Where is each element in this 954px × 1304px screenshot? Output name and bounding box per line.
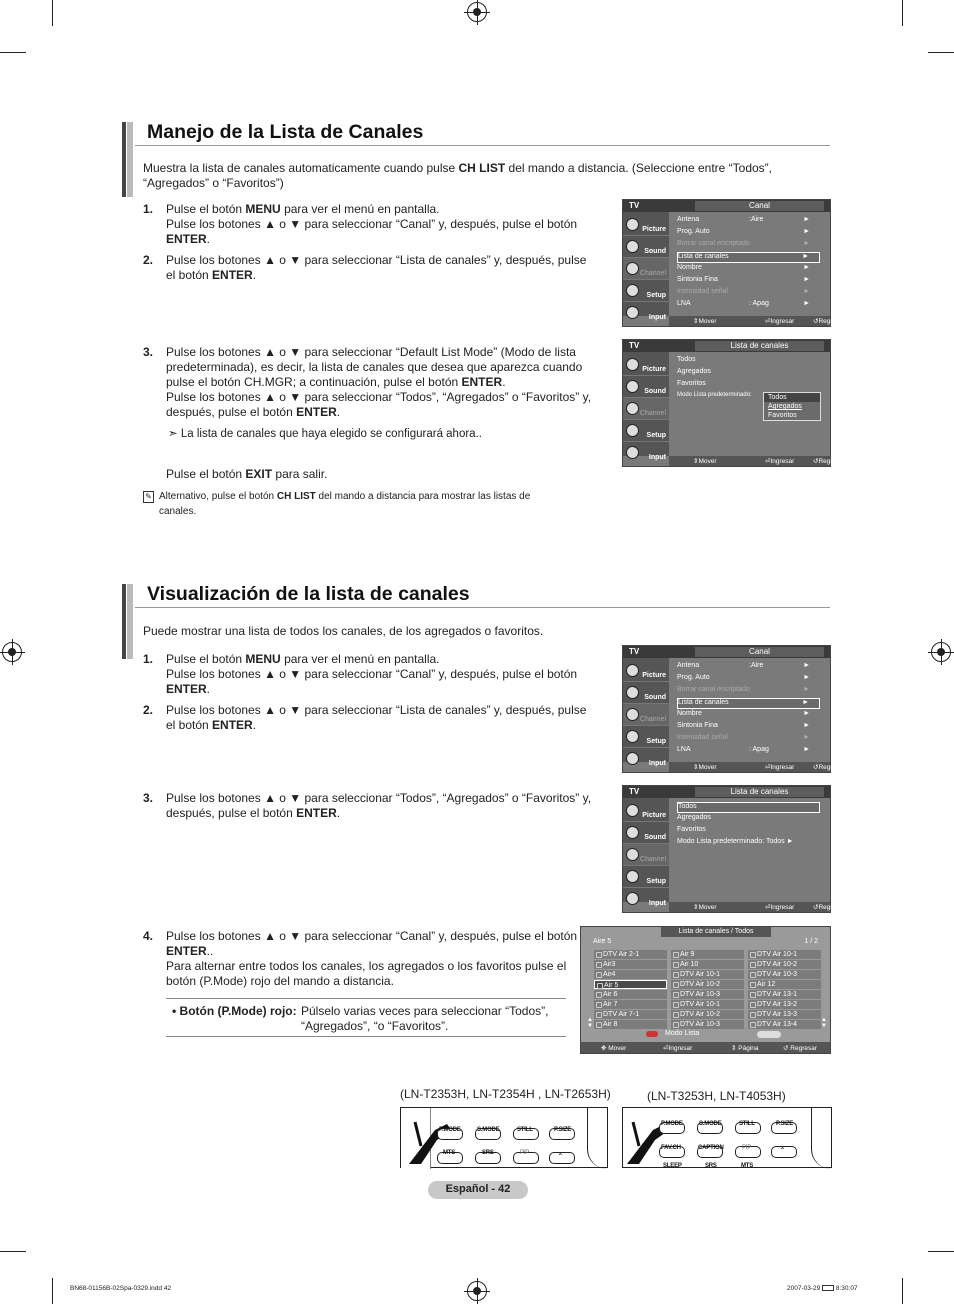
psize-button[interactable]: P.SIZE [554,1127,572,1133]
menu-row[interactable]: Prog. Auto ► [677,228,810,235]
channel-list-screen [580,926,831,1054]
remote-label: (LN-T2353H, LN-T2354H , LN-T2653H) [400,1087,611,1101]
step-number: 3. [143,345,154,359]
side-sound[interactable]: Sound [623,822,669,844]
popup-option[interactable]: Favoritos [768,412,797,419]
scroll-up-icon[interactable]: ▲ ▼ [587,1017,593,1029]
mode-label: Modo Lista [665,1030,700,1037]
footer-date: 2007-03-29 8:30:07 [787,1285,858,1292]
sound-icon [626,240,639,253]
side-setup[interactable]: Setup [623,420,669,442]
menu-row[interactable]: Favoritos [677,380,706,387]
up-arrow-icon: ⌃ [557,1152,564,1161]
channel-cell[interactable]: DTV Air 13-1 [748,990,821,999]
menu-row[interactable]: Modo Lista predeterminado: Todos ► [677,838,794,845]
crop-mark [928,1251,954,1252]
side-channel[interactable]: Channel [623,844,669,866]
menu-footer: ⇕ Mover ⏎ Ingresar ↺ Regresar [669,456,830,466]
channel-cell[interactable]: Air 10 [671,960,744,969]
sleep-button[interactable]: SLEEP [663,1163,682,1169]
mts-button[interactable]: MTS [741,1163,754,1169]
input-icon [626,306,639,319]
channel-cell[interactable]: DTV Air 10-1 [671,970,744,979]
menu-row: Intensidad señal ► [677,734,810,741]
channel-cell[interactable]: DTV Air 10-3 [748,970,821,979]
step-number: 1. [143,652,154,666]
side-picture[interactable]: Picture [623,800,669,822]
bullet-label: • Botón (P.Mode) rojo: [172,1004,297,1018]
crop-mark [52,0,53,26]
step-text: Pulse los botones ▲ o ▼ para seleccionar “Canal” y, después, pulse el botón ENTER.. Para alternar entre todos los canales, los agregados o los favoritos pulse el botón (P.Mode) rojo del mando a distancia. [166,929,578,988]
side-input[interactable]: Input [623,302,669,324]
section-rule [135,607,830,608]
menu-row[interactable]: Prog. Auto ► [677,674,810,681]
channel-cell[interactable]: Air 6 [594,990,667,999]
menu-row-selected[interactable]: Lista de canales ► [677,698,820,709]
menu-row[interactable]: LNA : Apag ► [677,300,810,307]
channel-cell[interactable]: DTV Air 10-1 [748,950,821,959]
menu-row[interactable]: Favoritos [677,826,706,833]
step-number: 2. [143,703,154,717]
menu-row[interactable]: Todos [677,356,696,363]
side-setup[interactable]: Setup [623,280,669,302]
side-input[interactable]: Input [623,748,669,770]
step-text: Pulse los botones ▲ o ▼ para seleccionar “Lista de canales” y, después, pulse el botón ENTER. [166,703,587,732]
side-setup[interactable]: Setup [623,866,669,888]
channel-cell[interactable]: DTV Air 10-2 [671,980,744,989]
input-icon [626,752,639,765]
picture-icon [626,804,639,817]
menu-row-selected[interactable]: Todos [677,802,820,813]
crop-mark [928,52,954,53]
pmode-button[interactable]: P.MODE [439,1127,461,1133]
channel-cell[interactable]: DTV Air 13-2 [748,1000,821,1009]
channel-cell[interactable]: DTV Air 7-1 [594,1010,667,1019]
red-button-icon [646,1031,658,1037]
glyph-box-icon [822,1285,834,1291]
step-text: Pulse el botón MENU para ver el menú en pantalla. Pulse los botones ▲ o ▼ para seleccionar “Canal” y, después, pulse el botón ENTER. [166,652,578,696]
sound-icon [626,686,639,699]
tv-menu-lista: TV Lista de canales Picture Sound Channel Setup Input Todos Agregados Favoritos Modo Lista predeterminado: Todos ► ⇕ Mover ⏎ Ingresar ↺ Regresar [622,785,831,913]
menu-footer: ⇕ Mover ⏎ Ingresar ↺ Regresar [669,762,830,772]
step-text: Pulse los botones ▲ o ▼ para seleccionar “Todos”, “Agregados” o “Favoritos” y, después, pulse el botón ENTER. [166,791,592,820]
channel-icon [626,708,639,721]
setup-icon [626,424,639,437]
intro-text: Muestra la lista de canales automaticamente cuando pulse CH LIST del mando a distancia. (Seleccione entre “Todos”, “Agregados” o “Favoritos”) [143,161,772,190]
menu-row-selected[interactable]: Lista de canales ► [677,252,820,263]
side-channel[interactable]: Channel [623,704,669,726]
crop-mark [0,1251,26,1252]
section-bar [127,122,133,197]
channel-icon [626,262,639,275]
channel-cell[interactable]: DTV Air 10-3 [671,990,744,999]
step-number: 4. [143,929,154,943]
side-input[interactable]: Input [623,888,669,910]
input-icon [626,446,639,459]
page-number-badge: Español - 42 [428,1181,528,1199]
crop-mark [0,52,26,53]
menu-title: Canal [695,201,824,211]
menu-title: Lista de canales [695,787,824,797]
footer-file: BN68-01156B-02Spa-0329.indd 42 [70,1285,172,1292]
step-number: 2. [143,253,154,267]
menu-footer: ⇕ Mover ⏎ Ingresar ↺ Regresar [669,902,830,912]
setup-icon [626,730,639,743]
menu-row[interactable]: Antena :Aire ► [677,662,810,669]
registration-mark-icon [467,2,487,22]
channel-cell[interactable]: Air 12 [748,980,821,989]
popup-option[interactable]: Agregados [768,403,802,410]
caption-button[interactable]: CAPTION [698,1145,724,1151]
side-input[interactable]: Input [623,442,669,464]
picture-icon [626,664,639,677]
section-title: Visualización de la lista de canales [147,583,470,605]
side-sound[interactable]: Sound [623,236,669,258]
menu-title: Lista de canales [695,341,824,351]
bullet-text: Púlselo varias veces para seleccionar “Todos”, “Agregados”, “o “Favoritos”. [301,1004,549,1033]
step-number: 3. [143,791,154,805]
channel-cell[interactable]: Air 5 [594,980,667,989]
section-bar [127,584,133,659]
section-rule [135,145,830,146]
popup-option[interactable]: Todos [764,393,820,402]
step-number: 1. [143,202,154,216]
menu-row: Borrar canal encriptado ► [677,686,810,693]
channel-cell[interactable]: Air3 [594,960,667,969]
list-mode-popup[interactable] [763,392,821,421]
menu-row[interactable]: Sintonia Fina ► [677,722,810,729]
remote-image-2 [622,1107,832,1168]
note-text: ➣ La lista de canales que haya elegido se configurará ahora.. [168,428,482,440]
registration-mark-icon [2,642,22,662]
crop-mark [52,1278,53,1304]
favch-button[interactable]: FAV.CH [661,1145,681,1151]
side-channel[interactable]: Channel [623,398,669,420]
note-icon: ✎ [143,491,154,503]
up-arrow-icon: ⌃ [779,1146,786,1155]
channel-cell[interactable]: DTV Air 10-2 [671,1010,744,1019]
channel-cell[interactable]: DTV Air 10-3 [671,1020,744,1029]
alt-note-text: Alternativo, pulse el botón CH LIST del mando a distancia para mostrar las listas de canales. [159,491,531,517]
pip-button[interactable]: PIP [742,1145,752,1151]
crop-mark [902,0,903,26]
scroll-down-icon[interactable]: ▲ ▼ [821,1017,827,1029]
pmode-button[interactable]: P.MODE [661,1121,683,1127]
picture-icon [626,218,639,231]
still-button[interactable]: STILL [517,1127,533,1133]
smode-button[interactable]: S.MODE [477,1127,500,1133]
tv-menu-canal [622,199,846,327]
side-sound[interactable]: Sound [623,682,669,704]
menu-row[interactable]: Agregados [677,814,711,821]
menu-row[interactable]: LNA : Apag ► [677,746,810,753]
note-arrow-icon: ➣ [168,428,178,440]
side-picture[interactable]: Picture [623,660,669,682]
menu-row: Borrar canal encriptado ► [677,240,810,247]
side-picture[interactable]: Picture [623,214,669,236]
menu-footer: ⇕ Mover ⏎ Ingresar ↺ Regresar [669,316,830,326]
channel-list-footer: ✥ Mover ⏎Ingresar ⇕ Página ↺ Regresar [581,1042,830,1053]
menu-title: Canal [695,647,824,657]
mts-button[interactable]: MTS [443,1150,456,1156]
channel-cell[interactable]: Air 9 [671,950,744,959]
channel-cell[interactable]: DTV Air 10-2 [748,960,821,969]
setup-icon [626,284,639,297]
channel-cell[interactable]: DTV Air 2-1 [594,950,667,959]
side-picture[interactable]: Picture [623,354,669,376]
input-icon [626,892,639,905]
menu-row[interactable]: Modo Lista predeterminado: [677,392,752,398]
channel-icon [626,402,639,415]
remote-label: (LN-T3253H, LN-T4053H) [647,1089,786,1103]
menu-row[interactable]: Antena :Aire ► [677,216,810,223]
setup-icon [626,870,639,883]
menu-row: Intensidad señal ► [677,288,810,295]
still-button[interactable]: STILL [739,1121,755,1127]
section-title: Manejo de la Lista de Canales [147,121,424,143]
remote-image-1 [400,1107,608,1168]
menu-row[interactable]: Nombre ► [677,710,810,717]
step-text: Pulse los botones ▲ o ▼ para seleccionar “Lista de canales” y, después, pulse el botón ENTER. [166,253,587,282]
picture-icon [626,358,639,371]
step-text: Pulse el botón MENU para ver el menú en pantalla. Pulse los botones ▲ o ▼ para seleccionar “Canal” y, después, pulse el botón ENTER. [166,202,578,246]
bullet-rule [166,998,566,999]
side-sound[interactable]: Sound [623,376,669,398]
side-setup[interactable]: Setup [623,726,669,748]
pip-button[interactable]: PIP [520,1150,530,1156]
tv-menu-lista-popup: TV Lista de canales Picture Sound Channel Setup Input Todos Agregados Favoritos Modo Lista predeterminado: Todos Agregados Favoritos ⇕ Mover ⏎ Ingresar ↺ Regresar [622,339,831,467]
intro-text: Puede mostrar una lista de todos los canales, de los agregados o favoritos. [143,624,544,638]
current-channel: Aire 5 [593,938,612,945]
channel-cell[interactable]: Air 7 [594,1000,667,1009]
srs-button[interactable]: SRS [482,1150,494,1156]
menu-row[interactable]: Sintonia Fina ► [677,276,810,283]
psize-button[interactable]: P.SIZE [776,1121,794,1127]
bullet-rule [166,1036,566,1037]
tv-menu-canal-2: TV Canal Picture Sound Channel Setup Input Antena :Aire ► Prog. Auto ► Borrar canal encriptado ► Lista de canales ► Nombre ► Sintonia Fina ► Intensidad señal ► LNA : Apag ► ⇕ Mover ⏎ Ingresar ↺ Regresar [622,645,831,773]
registration-mark-icon [931,642,951,662]
channel-cell[interactable]: DTV Air 13-3 [748,1010,821,1019]
channel-cell[interactable]: DTV Air 10-1 [671,1000,744,1009]
srs-button[interactable]: SRS [705,1163,717,1169]
menu-row[interactable]: Nombre ► [677,264,810,271]
section-bar [122,584,126,659]
channel-cell[interactable]: Air4 [594,970,667,979]
sound-icon [626,380,639,393]
smode-button[interactable]: S.MODE [699,1121,722,1127]
side-channel[interactable]: Channel [623,258,669,280]
channel-cell[interactable]: Air 8 [594,1020,667,1029]
channel-icon [626,848,639,861]
menu-row[interactable]: Agregados [677,368,711,375]
registration-mark-icon [467,1281,487,1301]
page-indicator: 1 / 2 [804,938,818,945]
sound-icon [626,826,639,839]
mode-toggle[interactable] [757,1031,781,1038]
tv-label: TV [629,201,640,210]
crop-mark [902,1278,903,1304]
step-text: Pulse los botones ▲ o ▼ para seleccionar “Default List Mode” (Modo de lista predeterminada), es decir, la lista de canales que desea que aparezca cuando pulse el botón CH.MGR; a continuación, pulse el botón ENTER. Pulse los botones ▲ o ▼ para seleccionar “Todos”, “Agregados” o “Favoritos” y, después, pulse el botón ENTER. [166,345,592,419]
section-bar [122,122,126,197]
exit-text: Pulse el botón EXIT para salir. [166,467,328,481]
channel-list-title: Lista de canales / Todos [661,927,771,937]
channel-cell[interactable]: DTV Air 13-4 [748,1020,821,1029]
